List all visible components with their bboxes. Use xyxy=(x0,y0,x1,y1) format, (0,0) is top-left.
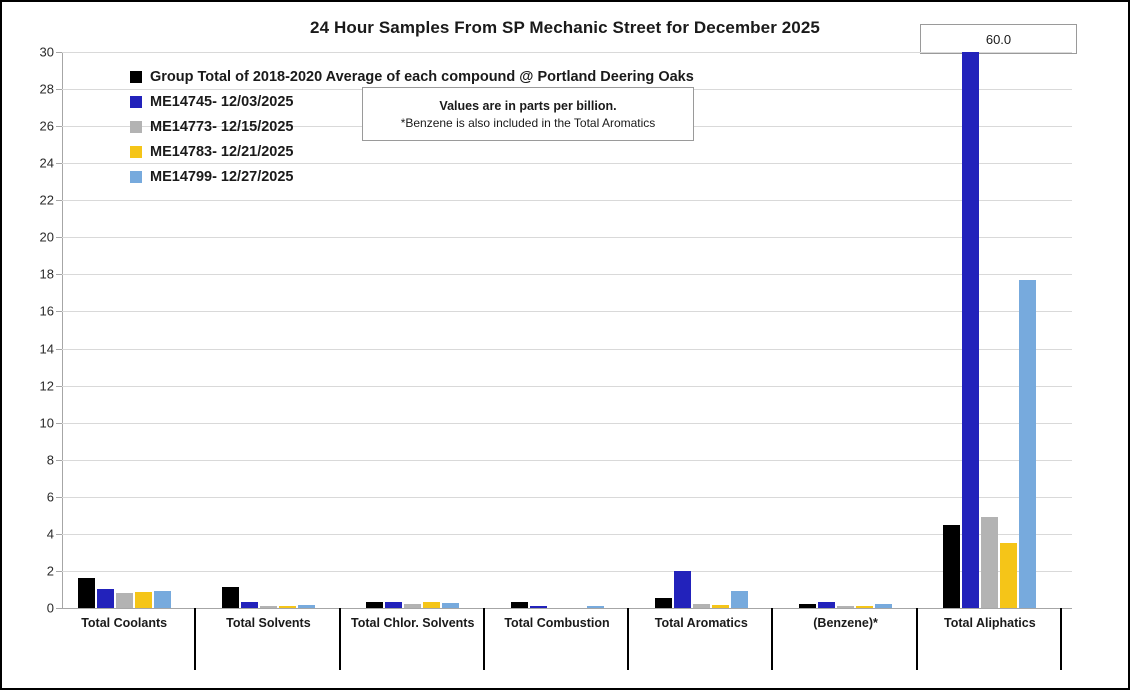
bar xyxy=(693,604,710,608)
bar xyxy=(674,571,691,608)
bar xyxy=(1000,543,1017,608)
legend-label-series-1: ME14745- 12/03/2025 xyxy=(150,93,294,110)
bar xyxy=(712,605,729,608)
y-axis-tick-label: 14 xyxy=(39,341,54,357)
bar-group xyxy=(943,52,1036,608)
bar xyxy=(404,604,421,608)
x-axis-category-label: Total Combustion xyxy=(504,616,610,630)
category-separator xyxy=(483,608,485,670)
bar xyxy=(837,606,854,608)
bar xyxy=(366,602,383,608)
category-separator xyxy=(1060,608,1062,670)
bar xyxy=(655,598,672,608)
bar xyxy=(154,591,171,608)
y-axis-tick-mark xyxy=(56,460,62,461)
y-axis-tick-label: 8 xyxy=(46,452,54,468)
legend-item xyxy=(130,139,810,164)
legend-label-series-3: ME14783- 12/21/2025 xyxy=(150,143,294,160)
chart-title: 24 Hour Samples From SP Mechanic Street for December 2025 xyxy=(310,18,820,37)
x-axis-category-label: Total Aliphatics xyxy=(944,616,1036,630)
bar xyxy=(1019,280,1036,608)
y-axis-tick-mark xyxy=(56,52,62,53)
bar xyxy=(818,602,835,608)
units-note-line-2: *Benzene is also included in the Total Aromatics xyxy=(400,115,656,130)
y-axis-tick-label: 4 xyxy=(46,526,54,542)
category-separator xyxy=(771,608,773,670)
y-axis-tick-mark xyxy=(56,274,62,275)
y-axis-tick-mark xyxy=(56,571,62,572)
y-axis-tick-label: 10 xyxy=(39,415,54,431)
category-separator xyxy=(194,608,196,670)
category-separator xyxy=(627,608,629,670)
y-axis-tick-label: 22 xyxy=(39,192,54,208)
bar xyxy=(222,587,239,608)
y-axis-tick-mark xyxy=(56,89,62,90)
x-axis-category-label: Total Solvents xyxy=(226,616,311,630)
legend-label-series-0: Group Total of 2018-2020 Average of each compound @ Portland Deering Oaks xyxy=(150,68,694,85)
bar-cluster xyxy=(799,52,892,608)
bar xyxy=(856,606,873,608)
bar xyxy=(260,606,277,608)
bar xyxy=(97,589,114,608)
y-axis-tick-mark xyxy=(56,497,62,498)
legend-swatch-series-0 xyxy=(130,71,142,83)
category-separator xyxy=(916,608,918,670)
bar xyxy=(875,604,892,608)
bar xyxy=(78,578,95,608)
y-axis-tick-mark xyxy=(56,386,62,387)
bar xyxy=(799,604,816,608)
bar xyxy=(981,517,998,608)
y-axis-tick-label: 24 xyxy=(39,155,54,171)
legend-swatch-series-1 xyxy=(130,96,142,108)
y-axis-tick-label: 28 xyxy=(39,81,54,97)
y-axis-tick-label: 16 xyxy=(39,303,54,319)
legend-label-series-4: ME14799- 12/27/2025 xyxy=(150,168,294,185)
bar xyxy=(943,525,960,608)
y-axis-tick-label: 2 xyxy=(46,563,54,579)
units-note-box xyxy=(362,87,694,141)
y-axis-tick-mark xyxy=(56,200,62,201)
y-axis-tick-mark xyxy=(56,608,62,609)
legend-label-series-2: ME14773- 12/15/2025 xyxy=(150,118,294,135)
y-axis-tick-label: 20 xyxy=(39,229,54,245)
bar xyxy=(279,606,296,608)
x-axis-category-label: (Benzene)* xyxy=(813,616,878,630)
y-axis-tick-label: 0 xyxy=(46,600,54,616)
bar-cluster xyxy=(943,52,1036,608)
bar xyxy=(385,602,402,608)
legend-swatch-series-4 xyxy=(130,171,142,183)
bar xyxy=(442,603,459,608)
bar xyxy=(241,602,258,608)
y-axis-tick-label: 18 xyxy=(39,266,54,282)
y-axis-tick-label: 6 xyxy=(46,489,54,505)
x-axis-category-label: Total Coolants xyxy=(81,616,168,630)
y-axis-tick-label: 30 xyxy=(39,44,54,60)
bar xyxy=(731,591,748,608)
y-axis-tick-label: 12 xyxy=(39,378,54,394)
y-axis-tick-mark xyxy=(56,237,62,238)
legend-item xyxy=(130,164,810,189)
y-axis-tick-mark xyxy=(56,534,62,535)
legend-swatch-series-2 xyxy=(130,121,142,133)
y-axis-tick-mark xyxy=(56,349,62,350)
category-separator xyxy=(339,608,341,670)
bar xyxy=(530,606,547,608)
y-axis-tick-mark xyxy=(56,423,62,424)
bar xyxy=(587,606,604,608)
y-axis-tick-mark xyxy=(56,126,62,127)
bar xyxy=(511,602,528,608)
bar-group xyxy=(799,52,892,608)
gridline xyxy=(62,608,1072,609)
x-axis-category-label: Total Aromatics xyxy=(654,616,748,630)
units-note-line-1: Values are in parts per billion. xyxy=(439,98,617,113)
clipped-bar-value-label: 60.0 xyxy=(985,31,1012,47)
y-axis-tick-mark xyxy=(56,163,62,164)
legend-item xyxy=(130,64,810,89)
legend-swatch-series-3 xyxy=(130,146,142,158)
bar xyxy=(298,605,315,608)
bar xyxy=(116,593,133,608)
bar xyxy=(135,592,152,608)
y-axis-tick-label: 26 xyxy=(39,118,54,134)
y-axis-tick-mark xyxy=(56,311,62,312)
bar xyxy=(962,52,979,608)
clipped-bar-value-callout xyxy=(920,24,1077,54)
bar xyxy=(423,602,440,608)
x-axis-category-label: Total Chlor. Solvents xyxy=(351,616,475,630)
